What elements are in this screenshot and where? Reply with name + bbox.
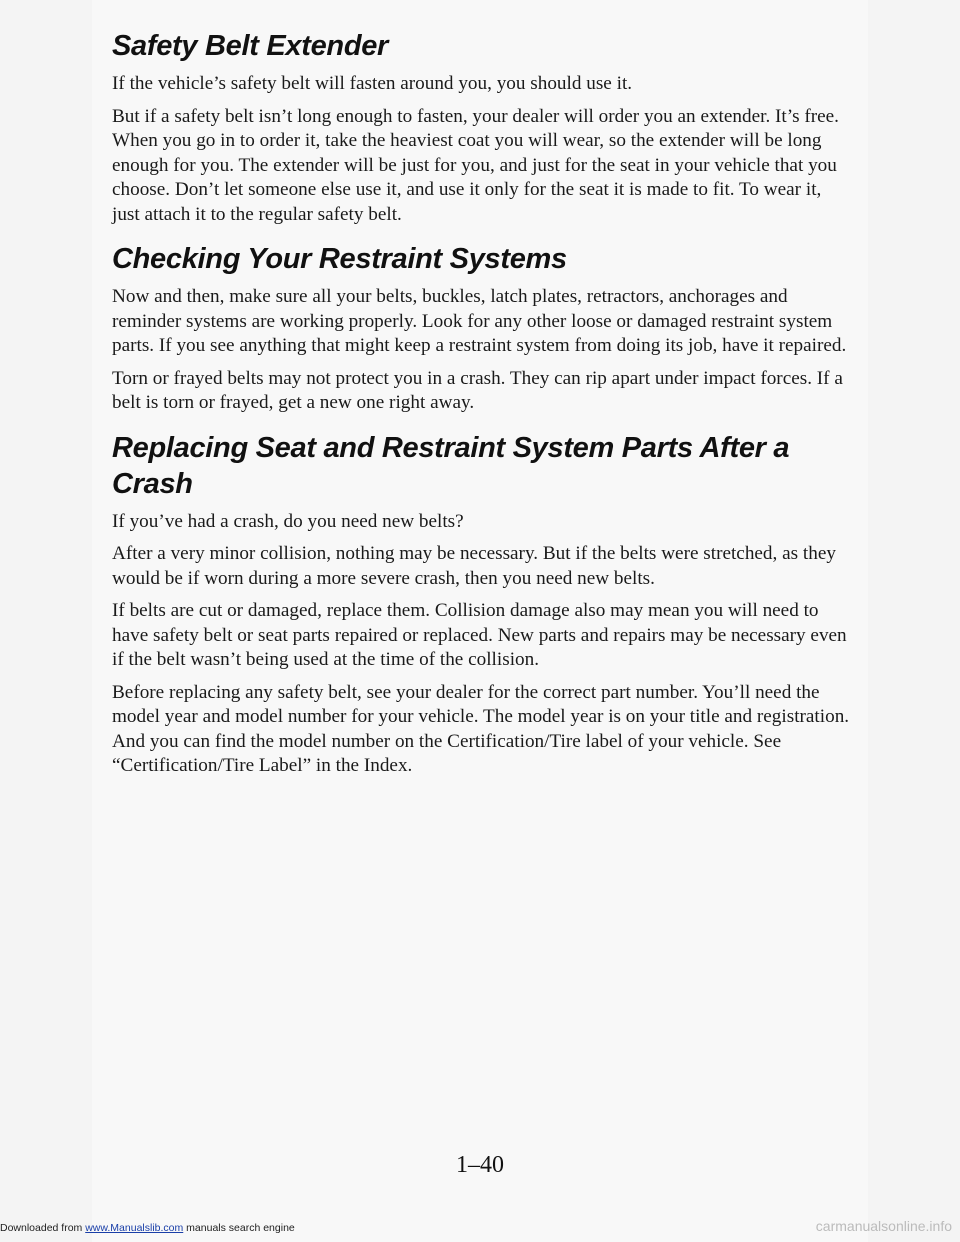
manualslib-link[interactable]: www.Manualslib.com	[85, 1222, 184, 1234]
section-heading-replacing-parts-after-crash: Replacing Seat and Restraint System Parts After a Crash	[112, 431, 790, 500]
footer-suffix: manuals search engine	[183, 1222, 295, 1234]
paragraph: Before replacing any safety belt, see your dealer for the correct part number. You’ll need the model year and model number for your vehicle. The model year is on your title and registration. And you can find the model number on the Certification/Tire label of your vehicle. See “Certification/Tire Label” in the Index.	[112, 681, 850, 776]
paragraph: But if a safety belt isn’t long enough to fasten, your dealer will order you an extender. It’s free. When you go in to order it, take the heaviest coat you will wear, so the extender will be long enough for you. The extender will be just for you, and just for the seat in your vehicle that you choose. Don’t let someone else use it, and use it only for the seat it is made to fit. To wear it, just attach it to the regular safety belt.	[112, 105, 839, 225]
paragraph: After a very minor collision, nothing may be necessary. But if the belts were stretched, as they would be if worn during a more severe crash, then you need new belts.	[112, 543, 836, 589]
footer-prefix: Downloaded from	[0, 1222, 86, 1234]
section-heading-checking-restraint-systems: Checking Your Restraint Systems	[112, 243, 567, 275]
section-heading-safety-belt-extender: Safety Belt Extender	[112, 30, 389, 62]
paragraph: Now and then, make sure all your belts, buckles, latch plates, retractors, anchorages and reminder systems are working properly. Look for any other loose or damaged restraint system parts. If you see anything that might keep a restraint system from doing its job, have it repaired.	[112, 286, 847, 356]
paragraph: If you’ve had a crash, do you need new belts?	[112, 510, 464, 532]
manual-page	[92, 0, 868, 1242]
page-content	[112, 28, 852, 787]
watermark-text: carmanualsonline.info	[815, 1218, 952, 1234]
paragraph: If belts are cut or damaged, replace them. Collision damage also may mean you will need to have safety belt or seat parts repaired or replaced. New parts and repairs may be necessary even if the belt wasn’t being used at the time of the collision.	[112, 600, 847, 670]
page-number: 1–40	[456, 1152, 504, 1178]
paragraph: If the vehicle’s safety belt will fasten around you, you should use it.	[112, 73, 633, 94]
paragraph: Torn or frayed belts may not protect you in a crash. They can rip apart under impact forces. If a belt is torn or frayed, get a new one right away.	[112, 367, 843, 413]
download-footer	[0, 1222, 295, 1234]
